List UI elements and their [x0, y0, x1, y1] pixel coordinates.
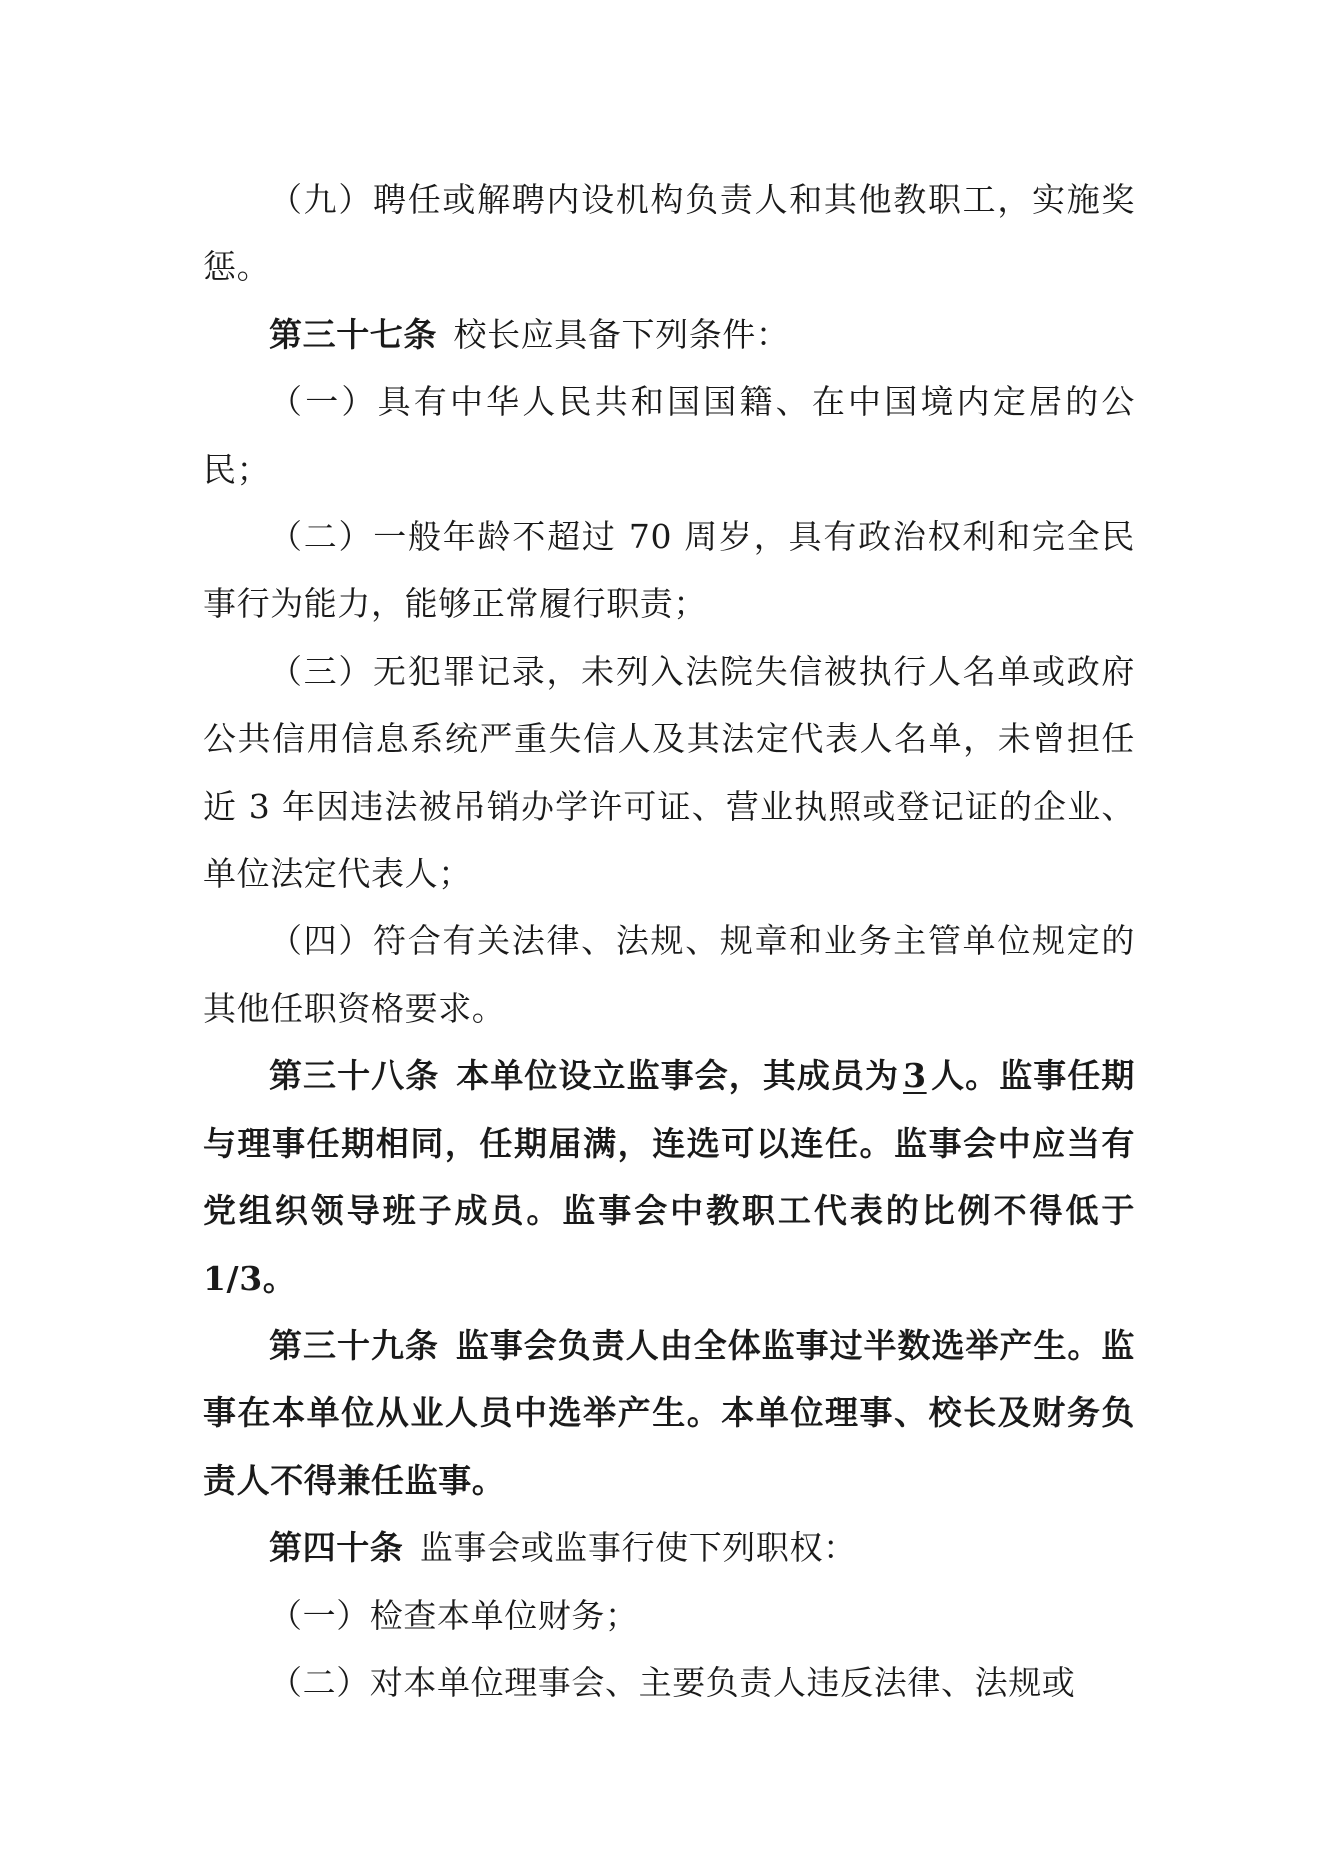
article-37-item-4: （四）符合有关法律、法规、规章和业务主管单位规定的其他任职资格要求。	[203, 921, 1135, 1028]
article-38-text-after: 人。监事任期与理事任期相同，任期届满，连选可以连任。监事会中应当有党组织领导班子成员。监事会中教职工代表的比例不得低于 1/3。	[203, 1056, 1135, 1298]
article-37-item-3: （三）无犯罪记录，未列入法院失信被执行人名单或政府公共信用信息系统严重失信人及其法定代表人名单，未曾担任近 3 年因违法被吊销办学许可证、营业执照或登记证的企业、单位法定代表人；	[203, 651, 1135, 894]
article-39-title: 第三十九条	[269, 1325, 439, 1365]
article-40-text: 监事会或监事行使下列职权：	[419, 1528, 857, 1568]
article-40-item-2: （二）对本单位理事会、主要负责人违反法律、法规或	[269, 1662, 1076, 1702]
paragraph-item-9: （九）聘任或解聘内设机构负责人和其他教职工，实施奖惩。	[203, 180, 1135, 287]
article-38-text-before: 本单位设立监事会，其成员为	[455, 1056, 900, 1096]
article-38-title: 第三十八条	[269, 1056, 440, 1096]
article-40	[203, 1514, 1135, 1581]
article-37-item-2: （二）一般年龄不超过 70 周岁，具有政治权利和完全民事行为能力，能够正常履行职责；	[203, 517, 1135, 624]
article-37	[203, 301, 1135, 368]
article-39-text: 监事会负责人由全体监事过半数选举产生。监事在本单位从业人员中选举产生。本单位理事、校长及财务负责人不得兼任监事。	[203, 1325, 1136, 1500]
article-37-title: 第三十七条	[269, 314, 437, 354]
article-39	[203, 1312, 1135, 1514]
article-38	[203, 1042, 1135, 1312]
document-body	[203, 166, 1135, 1716]
article-40-title: 第四十条	[269, 1528, 404, 1568]
article-37-text: 校长应具备下列条件：	[453, 314, 790, 354]
article-40-item-1: （一）检查本单位财务；	[269, 1595, 639, 1635]
article-37-item-1: （一）具有中华人民共和国国籍、在中国境内定居的公民；	[203, 382, 1135, 489]
supervisor-count: 3	[903, 1056, 927, 1096]
